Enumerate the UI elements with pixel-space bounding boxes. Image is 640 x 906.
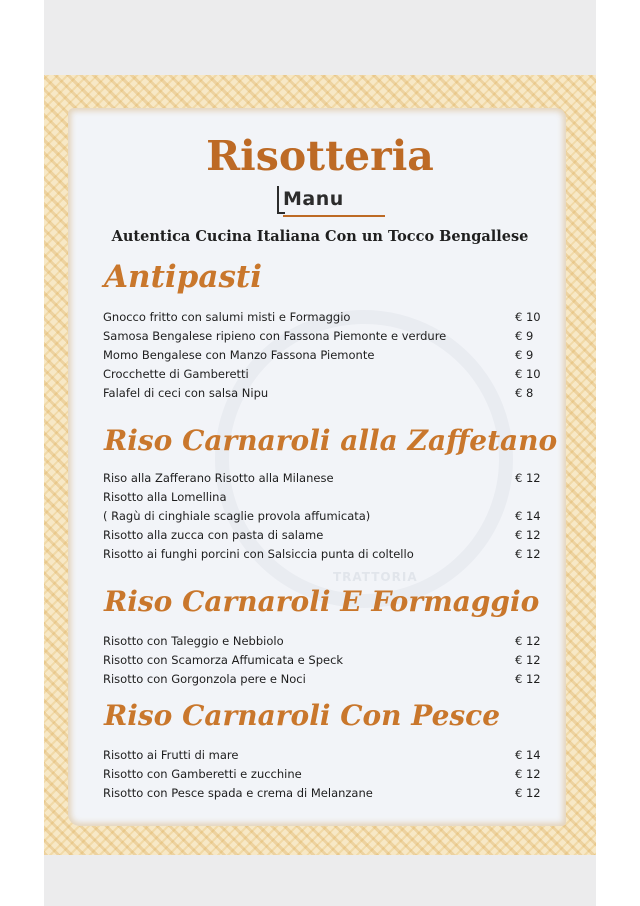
menu-item [103,367,543,385]
item-name: Risotto ai Frutti di mare [103,748,239,762]
restaurant-title: Risotteria [206,132,434,180]
menu-item [103,767,543,785]
item-price: € 12 [515,634,541,648]
menu-item [103,672,543,690]
item-price: € 12 [515,786,541,800]
item-name: Crocchette di Gamberetti [103,367,249,381]
bottom-band [44,855,596,906]
brand-name: Manu [283,188,344,210]
item-name: Risotto con Scamorza Affumicata e Speck [103,653,344,667]
item-name: Risotto ai funghi porcini con Salsiccia punta di coltello [103,547,414,561]
menu-item [103,329,543,347]
item-price: € 9 [515,329,534,343]
menu-item [103,490,543,508]
menu-item [103,528,543,546]
menu-item [103,653,543,671]
menu-item [103,547,543,565]
menu-item [103,786,543,804]
item-name: Falafel di ceci con salsa Nipu [103,386,269,400]
top-band [44,0,596,75]
item-price: € 14 [515,509,541,523]
menu-item [103,348,543,366]
item-price: € 8 [515,386,534,400]
item-name: ( Ragù di cinghiale scaglie provola affumicata) [103,509,371,523]
item-price: € 14 [515,748,541,762]
item-name: Risotto alla Lomellina [103,490,227,504]
item-price: € 9 [515,348,534,362]
item-name: Risotto alla zucca con pasta di salame [103,528,324,542]
item-price: € 12 [515,528,541,542]
item-price: € 10 [515,367,541,381]
menu-item [103,471,543,489]
menu-item [103,509,543,527]
item-price: € 12 [515,471,541,485]
item-name: Samosa Bengalese ripieno con Fassona Piemonte e verdure [103,329,447,343]
item-price: € 12 [515,547,541,561]
item-name: Risotto con Taleggio e Nebbiolo [103,634,284,648]
brand-underline [283,215,385,217]
item-price: € 10 [515,310,541,324]
item-price: € 12 [515,672,541,686]
watermark-text: TRATTORIA [333,570,418,584]
menu-item [103,386,543,404]
menu-item [103,310,543,328]
item-name: Gnocco fritto con salumi misti e Formaggio [103,310,351,324]
section-title-antipasti: Antipasti [104,259,262,295]
menu-item [103,748,543,766]
section-title-pesce: Riso Carnaroli Con Pesce [104,699,501,732]
menu-item [103,634,543,652]
item-name: Risotto con Gamberetti e zucchine [103,767,302,781]
item-name: Riso alla Zafferano Risotto alla Milanese [103,471,334,485]
section-title-formaggio: Riso Carnaroli E Formaggio [104,585,540,618]
item-name: Risotto con Pesce spada e crema di Melanzane [103,786,373,800]
tagline: Autentica Cucina Italiana Con un Tocco Bengallese [111,228,529,245]
item-price: € 12 [515,653,541,667]
item-name: Momo Bengalese con Manzo Fassona Piemonte [103,348,375,362]
section-title-zafferano: Riso Carnaroli alla Zaffetano [104,424,558,457]
item-price: € 12 [515,767,541,781]
item-name: Risotto con Gorgonzola pere e Noci [103,672,306,686]
